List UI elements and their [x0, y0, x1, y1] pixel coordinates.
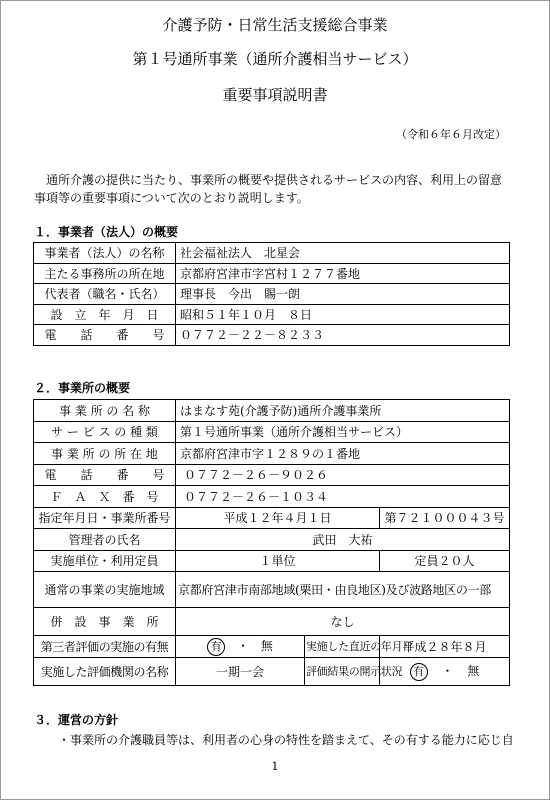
office-table: [33, 399, 510, 686]
table-label: 設 立 年 月 日: [34, 304, 176, 325]
table-row: [34, 304, 510, 325]
table-value: 昭和５１年１０月 ８日: [176, 304, 510, 325]
table-label: 主たる事務所の所在地: [34, 263, 176, 284]
section1-heading: １．事業者（法人）の概要: [34, 225, 179, 239]
table-value: 武田 大祐: [176, 529, 510, 551]
office-number: 第７２１０００４３号: [380, 507, 510, 529]
table-row: [34, 400, 510, 422]
intro-line-1: 通所介護の提供に当たり、事業所の概要や提供されるサービスの内容、利用上の留意: [46, 173, 503, 187]
circled-yes-mark: 有: [410, 663, 428, 681]
table-value: 第１号通所事業（通所介護相当サービス）: [176, 421, 510, 443]
table-row: [34, 263, 510, 284]
table-value: 京都府宮津市字１２８９の１番地: [176, 443, 510, 465]
table-label: 第三者評価の実施の有無: [34, 636, 176, 658]
table-label: 評価結果の開示状況: [305, 657, 380, 685]
table-label: 事 業 所 の 名 称: [34, 400, 176, 422]
table-label: 管理者の氏名: [34, 529, 176, 551]
choice-no: 無: [260, 638, 273, 653]
corporation-table: [33, 242, 510, 346]
table-value: はまなす苑(介護予防)通所介護事業所: [176, 400, 510, 422]
table-label: 併 設 事 業 所: [34, 608, 176, 636]
table-label: サ ー ビ ス の 種 類: [34, 421, 176, 443]
choice-no: 無: [467, 663, 480, 678]
document-title-line2: 第１号通所事業（通所介護相当サービス）: [132, 50, 418, 68]
table-row: [34, 464, 510, 486]
table-row: [34, 284, 510, 305]
third-party-choice: [176, 636, 305, 658]
table-label: 実施した直近の年月日: [305, 636, 380, 658]
table-label: 事 業 所 の 所 在 地: [34, 443, 176, 465]
table-label: 指定年月日・事業所番号: [34, 507, 176, 529]
table-value: 理事長 今出 賜一朗: [176, 284, 510, 305]
table-row: [34, 325, 510, 346]
capacity-value: 定員２０人: [380, 550, 510, 572]
table-row: [34, 421, 510, 443]
recent-date: 平成２８年８月: [380, 636, 510, 658]
table-row: [34, 657, 510, 685]
table-value: 京都府宮津市南部地域(栗田・由良地区)及び波路地区の一部: [176, 572, 510, 608]
table-label: 電 話 番 号: [34, 464, 176, 486]
section3-heading: ３．運営の方針: [34, 713, 119, 727]
table-label: 実施単位・利用定員: [34, 550, 176, 572]
intro-paragraph: [34, 171, 516, 207]
section2-heading: ２．事業所の概要: [34, 381, 131, 395]
table-value: 社会福祉法人 北星会: [176, 243, 510, 264]
circled-yes-mark: 有: [207, 638, 225, 656]
policy-bullet: ・事業所の介護職員等は、利用者の心身の特性を踏まえて、その有する能力に応じ自: [58, 733, 514, 747]
table-value: なし: [176, 608, 510, 636]
document-title-line1: 介護予防・日常生活支援総合事業: [162, 16, 388, 34]
table-row: [34, 507, 510, 529]
table-label: 実施した評価機関の名称: [34, 657, 176, 685]
table-label: Ｆ Ａ Ｘ 番 号: [34, 486, 176, 508]
table-label: 通常の事業の実施地域: [34, 572, 176, 608]
table-value: ０７７２－２６－１０３４: [176, 486, 510, 508]
table-row: [34, 529, 510, 551]
choice-separator: ・: [236, 638, 249, 653]
unit-value: １単位: [176, 550, 380, 572]
table-row: [34, 486, 510, 508]
table-label: 代表者（職名・氏名）: [34, 284, 176, 305]
intro-line-2: 事項等の重要事項について次のとおり説明します。: [34, 191, 309, 205]
table-value: 京都府宮津市字宮村１２７７番地: [176, 263, 510, 284]
table-row: [34, 572, 510, 608]
table-row: [34, 443, 510, 465]
table-row: [34, 550, 510, 572]
designation-date: 平成１２年４月１日: [176, 507, 380, 529]
evaluator-name: 一期一会: [176, 657, 305, 685]
table-value: ０７７２－２６－９０２６: [176, 464, 510, 486]
table-row: [34, 636, 510, 658]
table-row: [34, 243, 510, 264]
revision-date: （令和６年６月改定）: [396, 128, 506, 141]
page-number: 1: [271, 760, 279, 773]
table-row: [34, 608, 510, 636]
table-value: ０７７２－２２－８２３３: [176, 325, 510, 346]
document-title-line3: 重要事項説明書: [222, 86, 328, 104]
choice-separator: ・: [441, 663, 454, 678]
table-label: 電 話 番 号: [34, 325, 176, 346]
table-label: 事業者（法人）の名称: [34, 243, 176, 264]
